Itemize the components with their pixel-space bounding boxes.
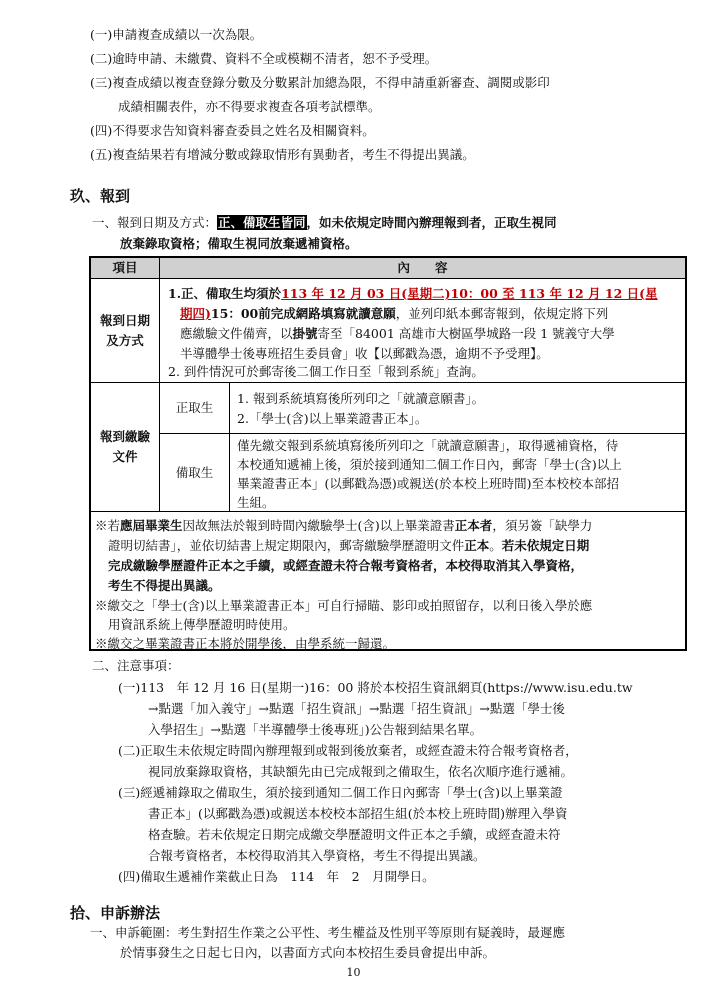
deadline-time: 15：00 bbox=[210, 306, 259, 321]
notes-line-10: (四)備取生遞補作業截止日為 114 年 2 月開學日。 bbox=[118, 869, 435, 884]
regular-item-1: 1. 報到系統填寫後所列印之「就讀意願書」。 bbox=[237, 391, 485, 406]
notes-line-5: 視同放棄錄取資格，其缺額先由已完成報到之備取生，依名次順序進行遞補。 bbox=[148, 764, 574, 779]
waitlist-line-2: 本校通知遞補上後，須於接到通知二個工作日內，郵寄「學士(含)以上 bbox=[237, 457, 622, 472]
note-1-line-1 bbox=[95, 516, 592, 536]
section-9-title: 玖、報到 bbox=[70, 187, 131, 205]
review-rule-1: (一)申請複查成績以一次為限。 bbox=[90, 27, 263, 42]
registration-table bbox=[89, 256, 687, 651]
review-rule-3: (三)複查成績以複查登錄分數及分數累計加總為限，不得申請重新審查、調閱或影印 bbox=[90, 75, 550, 90]
divider bbox=[91, 278, 685, 279]
review-rule-3-cont: 成績相關表件，亦不得要求複查各項考試標準。 bbox=[118, 99, 381, 114]
waitlist-label: 備取生 bbox=[175, 464, 214, 480]
note1-d: 正本者 bbox=[454, 518, 493, 533]
row-label-registration-method bbox=[91, 279, 159, 382]
row1-rest: ，並列印紙本郵寄報到，依規定將下列 bbox=[395, 306, 609, 321]
row-label-line: 報到日期 bbox=[99, 312, 150, 328]
note-3: ※繳交之畢業證書正本將於開學後，由學系統一歸還。 bbox=[95, 636, 396, 651]
notes-line-8: 格查驗。若未依規定日期完成繳交學歷證明文件正本之手續，或經查證未符 bbox=[148, 827, 561, 842]
regular-admit-label: 正取生 bbox=[175, 400, 214, 415]
waitlist-line-4: 生組。 bbox=[237, 495, 275, 510]
row1-line1 bbox=[168, 284, 658, 304]
mailing-address: 寄至「84001 高雄市大樹區學城路一段 1 號義守大學 bbox=[317, 326, 615, 341]
row-label-line: 及方式 bbox=[106, 332, 144, 348]
header-item: 項目 bbox=[91, 258, 159, 278]
note1-line2c: 。 bbox=[489, 538, 502, 553]
fresh-graduate: 應屆畢業生 bbox=[120, 518, 183, 533]
divider bbox=[160, 433, 685, 434]
row1-lead: 1.正、備取生均須於 bbox=[168, 286, 282, 301]
notes-line-1: (一)113 年 12 月 16 日(星期一)16：00 將於本校招生資訊網頁(https://www.isu.edu.tw bbox=[118, 680, 633, 695]
row1-line5: 2. 到件情況可於郵寄後二個工作日至「報到系統」查詢。 bbox=[168, 364, 484, 379]
row1-mid: 前完成網路填寫就讀意願 bbox=[258, 306, 396, 321]
row-label-documents bbox=[91, 383, 159, 511]
section-10-line-2: 於情事發生之日起七日內，以書面方式向本校招生委員會提出申訴。 bbox=[120, 945, 496, 960]
section-9-intro bbox=[92, 213, 557, 233]
notes-title: 二、注意事項： bbox=[92, 658, 180, 673]
note1-e: ，須另簽「缺學力 bbox=[492, 518, 593, 533]
notes-line-3: 入學招生」→點選「半導體學士後專班」)公告報到結果名單。 bbox=[148, 722, 483, 737]
row1-line2 bbox=[180, 304, 608, 324]
note-1-line-4: 考生不得提出異議。 bbox=[108, 578, 221, 593]
review-rule-2: (二)逾時申請、未繳費、資料不全或模糊不清者，恕不予受理。 bbox=[90, 51, 438, 66]
review-rule-5: (五)複查結果若有增減分數或錄取情形有異動者，考生不得提出異議。 bbox=[90, 147, 475, 162]
intro-rest: ，如未依規定時間內辦理報到者，正取生視同 bbox=[306, 215, 557, 230]
row1-line3a: 應繳驗文件備齊，以 bbox=[180, 326, 293, 341]
note1-line2d: 若未依規定日期 bbox=[501, 538, 590, 553]
regular-item-2: 2.「學士(含)以上畢業證書正本」。 bbox=[237, 411, 428, 426]
notes-line-4: (二)正取生未依規定時間內辦理報到或報到後放棄者，或經查證未符合報考資格者， bbox=[118, 743, 578, 758]
notes-line-9: 合報考資格者，本校得取消其入學資格，考生不得提出異議。 bbox=[148, 848, 486, 863]
note1-line2a: 證明切結書」，並依切結書上規定期限內，郵寄繳驗學歷證明文件 bbox=[108, 538, 465, 553]
note1-c: 因故無法於報到時間內繳驗學士(含)以上畢業證書 bbox=[182, 518, 455, 533]
divider bbox=[229, 382, 230, 511]
row1-line4: 半導體學士後專班招生委員會」收【以郵戳為憑，逾期不予受理】。 bbox=[180, 346, 549, 361]
waitlist-line-1: 僅先繳交報到系統填寫後所列印之「就讀意願書」，取得遞補資格，待 bbox=[237, 438, 619, 453]
intro-prefix: 一、報到日期及方式： bbox=[92, 215, 218, 230]
notes-line-7: 書正本」(以郵戳為憑)或親送本校校本部招生組(於本校上班時間)辦理入學資 bbox=[148, 806, 568, 821]
note-1-line-2 bbox=[108, 536, 589, 556]
intro-highlight: 正、備取生皆同 bbox=[218, 215, 306, 230]
section-9-intro-line2: 放棄錄取資格；備取生視同放棄遞補資格。 bbox=[120, 236, 358, 251]
notes-line-6: (三)經遞補錄取之備取生，須於接到通知二個工作日內郵寄「學士(含)以上畢業證 bbox=[118, 785, 563, 800]
note-1-line-3: 完成繳驗學歷證件正本之手續，或經查證未符合報考資格者，本校得取消其入學資格， bbox=[108, 558, 584, 573]
registration-date-range-end: 期四) bbox=[180, 306, 211, 321]
note1-line2b: 正本 bbox=[464, 538, 490, 553]
note-2-line-2: 用資訊系統上傳學歷證明時使用。 bbox=[108, 617, 296, 632]
row-label-line: 報到繳驗 bbox=[99, 429, 150, 444]
row1-line3 bbox=[180, 324, 615, 344]
waitlist-line-3: 畢業證書正本」(以郵戳為憑)或親送(於本校上班時間)至本校校本部招 bbox=[237, 476, 620, 491]
notes-line-2: →點選「加入義守」→點選「招生資訊」→點選「招生資訊」→點選「學士後 bbox=[148, 701, 565, 716]
page-number: 10 bbox=[346, 966, 361, 979]
note-mark: ※若 bbox=[95, 518, 121, 533]
section-10-title: 拾、申訴辦法 bbox=[70, 904, 161, 922]
note-2-line-1: ※繳交之「學士(含)以上畢業證書正本」可自行掃瞄、影印或拍照留存，以利日後入學於應 bbox=[95, 598, 593, 613]
review-rule-4: (四)不得要求告知資料審查委員之姓名及相關資料。 bbox=[90, 123, 375, 138]
registered-mail: 掛號 bbox=[292, 326, 318, 341]
row-label-line: 文件 bbox=[112, 449, 138, 464]
header-content: 內 容 bbox=[160, 258, 685, 278]
section-10-line-1: 一、申訴範圍：考生對招生作業之公平性、考生權益及性別平等原則有疑義時，最遲應 bbox=[90, 925, 566, 940]
registration-date-range: 113 年 12 月 03 日(星期二)10：00 至 113 年 12 月 12 日(星 bbox=[281, 286, 658, 301]
divider bbox=[91, 511, 685, 512]
